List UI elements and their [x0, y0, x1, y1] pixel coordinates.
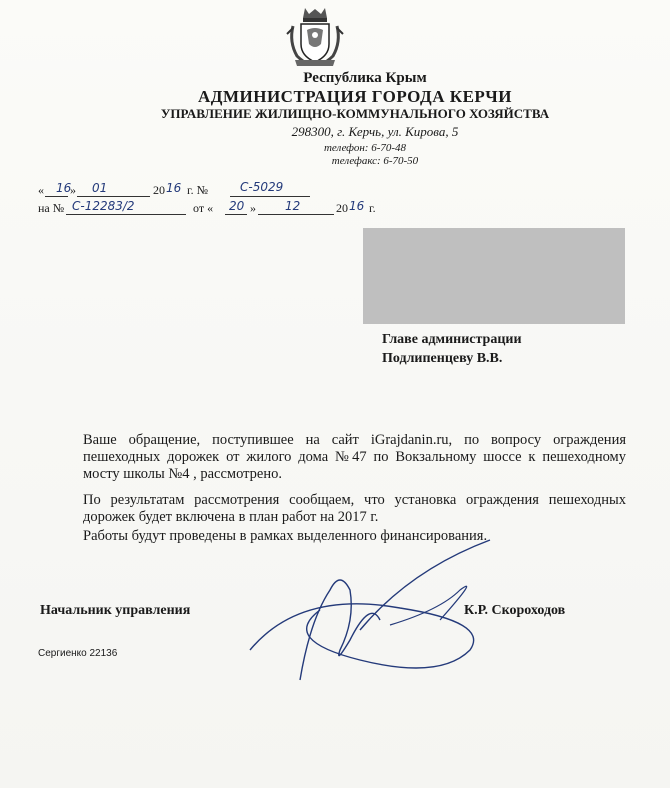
ref-day: 20: [229, 199, 245, 213]
ref-number-underline: [66, 214, 186, 215]
paragraph-1: Ваше обращение, поступившее на сайт iGrajdanin.ru, по вопросу ограждения пешеходных дорожек от жилого дома №47 по Вокзальному шоссе к пешеходному мосту школы №4 , рассмотрено.: [83, 432, 626, 482]
paragraph-2: По результатам рассмотрения сообщаем, что установка ограждения пешеходных дорожек будет включена в план работ на 2017 г.: [83, 492, 626, 525]
reg-month: 01: [92, 181, 108, 195]
region-line: Республика Крым: [303, 70, 427, 86]
month-underline: [77, 196, 150, 197]
handwritten-signature-icon: [240, 530, 570, 690]
from-label: от «: [193, 201, 214, 215]
ref-month-underline: [258, 214, 334, 215]
ref-day-underline: [225, 214, 247, 215]
redacted-area: [363, 228, 625, 324]
signatory-name: К.Р. Скороходов: [464, 603, 566, 618]
date-close-quote: »: [70, 183, 76, 197]
paragraph-3: Работы будут проведены в рамках выделенного финансирования.: [83, 528, 488, 544]
ref-month: 12: [285, 199, 301, 213]
signatory-title: Начальник управления: [40, 603, 191, 618]
reg-day: 16: [56, 181, 72, 195]
ref-year-prefix: 20: [336, 201, 348, 215]
executor-note: Сергиенко 22136: [38, 648, 118, 659]
date-open-quote: «: [38, 183, 44, 197]
reg-year-label: г. №: [187, 183, 209, 197]
reg-year-prefix: 20: [153, 183, 165, 197]
addressee-name: Подлипенцеву В.В.: [382, 351, 503, 366]
administration-title: АДМИНИСТРАЦИЯ ГОРОДА КЕРЧИ: [197, 87, 512, 106]
letter-body: [83, 432, 626, 483]
ref-year-label: г.: [369, 201, 376, 215]
number-underline: [230, 196, 310, 197]
address-line: 298300, г. Керчь, ул. Кирова, 5: [291, 124, 459, 139]
ref-number: С-12283/2: [72, 199, 135, 213]
ref-year-suffix: 16: [349, 199, 365, 213]
reg-year-suffix: 16: [166, 181, 182, 195]
kerch-coat-of-arms-icon: [283, 4, 347, 70]
letter-body-2: [83, 492, 626, 526]
department-title: УПРАВЛЕНИЕ ЖИЛИЩНО-КОММУНАЛЬНОГО ХОЗЯЙСТВА: [160, 106, 550, 121]
day-underline: [45, 196, 68, 197]
reg-number: С-5029: [240, 180, 284, 194]
fax-line: телефакс: 6-70-50: [331, 155, 419, 167]
ref-label: на №: [38, 201, 65, 215]
bleed-through: [20, 270, 220, 310]
phone-line: телефон: 6-70-48: [323, 142, 407, 154]
addressee-position: Главе администрации: [382, 332, 522, 347]
ref-close-quote: »: [250, 201, 256, 215]
